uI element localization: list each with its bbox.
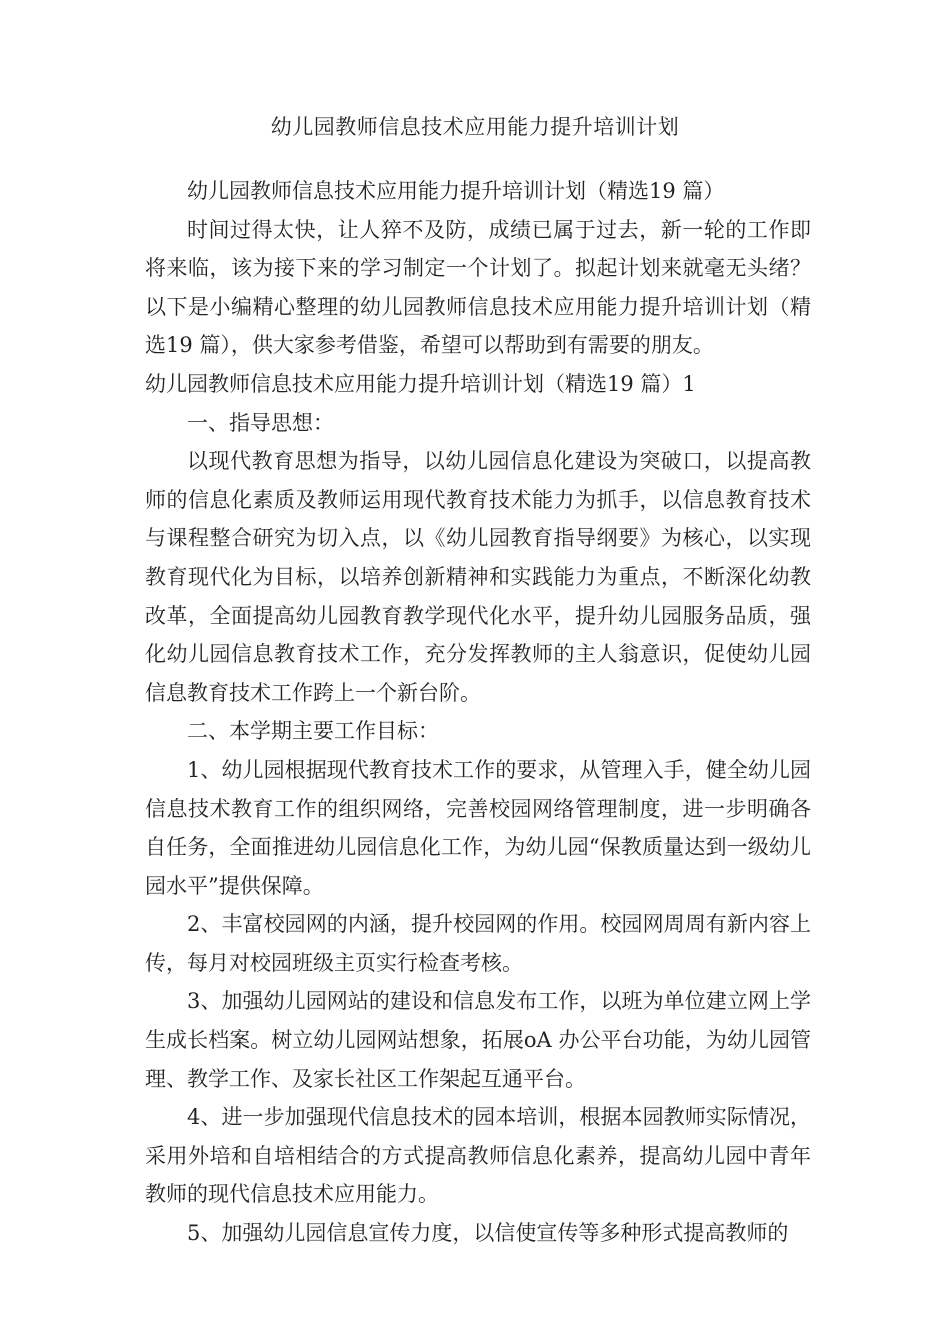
document-body (145, 172, 811, 1253)
goal-item-4: 4、进一步加强现代信息技术的园本培训，根据本园教师实际情况，采用外培和自培相结合的方式提高教师信息化素养，提高幼儿园中青年教师的现代信息技术应用能力。 (145, 1105, 811, 1207)
goal-item-5: 5、加强幼儿园信息宣传力度，以信使宣传等多种形式提高教师的 (187, 1221, 789, 1246)
goal-item-1: 1、幼儿园根据现代教育技术工作的要求，从管理入手，健全幼儿园信息技术教育工作的组织网络，完善校园网络管理制度，进一步明确各自任务，全面推进幼儿园信息化工作，为幼儿园“保教质量达到一级幼儿园水平”提供保障。 (145, 757, 811, 898)
goal-item-2: 2、丰富校园网的内涵，提升校园网的作用。校园网周周有新内容上传，每月对校园班级主页实行检查考核。 (145, 912, 811, 975)
heading-main-goals: 二、本学期主要工作目标： (187, 719, 439, 744)
section-heading-plan-1: 幼儿园教师信息技术应用能力提升培训计划（精选19 篇）1 (145, 371, 696, 396)
goal-item-3: 3、加强幼儿园网站的建设和信息发布工作，以班为单位建立网上学生成长档案。树立幼儿园网站想象，拓展oA 办公平台功能，为幼儿园管理、教学工作、及家长社区工作架起互通平台。 (145, 989, 811, 1091)
subtitle-paragraph: 幼儿园教师信息技术应用能力提升培训计划（精选19 篇） (187, 179, 725, 203)
heading-guiding-ideology: 一、指导思想： (187, 410, 334, 435)
intro-paragraph: 时间过得太快，让人猝不及防，成绩已属于过去，新一轮的工作即将来临，该为接下来的学习制定一个计划了。拟起计划来就毫无头绪？以下是小编精心整理的幼儿园教师信息技术应用能力提升培训计划（精选19 篇），供大家参考借鉴，希望可以帮助到有需要的朋友。 (145, 217, 811, 358)
document-title: 幼儿园教师信息技术应用能力提升培训计划 (270, 115, 680, 139)
guiding-ideology-paragraph: 以现代教育思想为指导，以幼儿园信息化建设为突破口，以提高教师的信息化素质及教师运用现代教育技术能力为抓手，以信息教育技术与课程整合研究为切入点，以《幼儿园教育指导纲要》为核心，以实现教育现代化为目标，以培养创新精神和实践能力为重点，不断深化幼教改革，全面提高幼儿园教育教学现代化水平，提升幼儿园服务品质，强化幼儿园信息教育技术工作，充分发挥教师的主人翁意识，促使幼儿园信息教育技术工作跨上一个新台阶。 (145, 449, 811, 705)
